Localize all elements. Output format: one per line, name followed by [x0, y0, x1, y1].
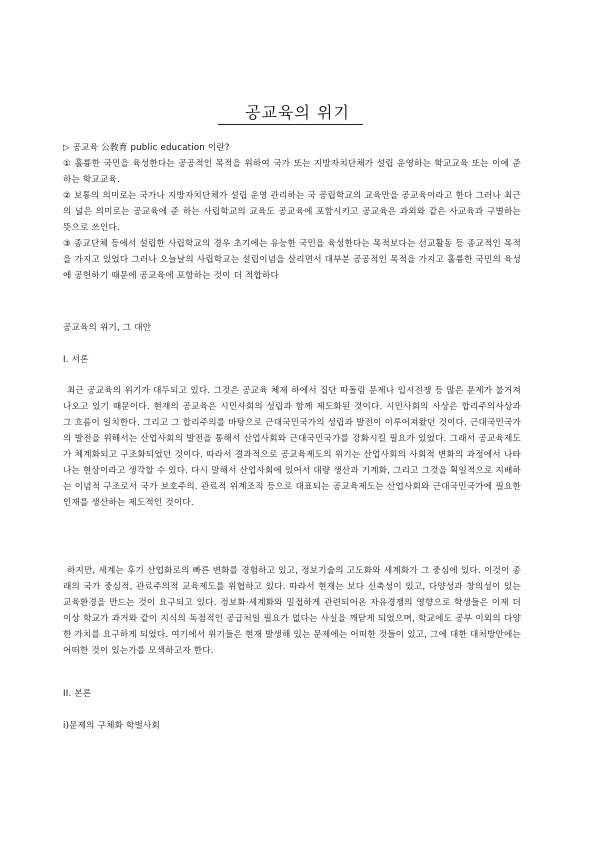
- paragraph-text: 최근 공교육의 위기가 대두되고 있다. 그것은 공교육 체제 하에서 집단 따돌림 문제나 입시전쟁 등 많은 문제가 불거져 나오고 있기 때문이다. 현재의 공교육은 시민사회의 성립과 함께 제도화된 것이다. 시민사회의 사상은 합리주의사상과 그 흐름이 일치한다. 그리고 그 합리주의를 바탕으로 근대국민국가의 성립과 발전이 이루어져왔던 것이다. 근대국민국가의 발전을 위해서는 산업사회의 발전을 통해서 산업사회와 근대국민국가를 강화시킬 필요가 있었다. 그래서 공교육제도가 체계화되고 구조화되었던 것이다. 따라서 결과적으로 공교육제도의 위기는 산업사회의 사회적 변화의 과정에서 나타나는 현상이라고 생각할 수 있다. 다시 말해서 산업사회에 있어서 대량 생산과 기계화, 그리고 그것을 획일적으로 지배하는 이념적 구조로서 국가 보호주의. 관료적 위계조직 등으로 대표되는 공교육제도는 산업사회와 근대국민국가에 필요한 인재를 생산하는 제도적인 것이다.: [63, 386, 521, 508]
- paragraph-text: 하지만, 세계는 후기 산업화로의 빠른 변화를 경험하고 있고, 정보기술의 고도화와 세계화가 그 중심에 있다. 이것이 종래의 국가 중심적, 관료주의적 교육제도를 위협하고 있다. 따라서 현재는 보다 신축성이 있고, 다양성과 창의성이 있는 교육환경을 만드는 것이 요구되고 있다. 정보화·세계화와 밀접하게 관련되어온 자유경쟁의 영향으로 학생들은 이제 더 이상 학교가 과거와 같이 지식의 독점적인 공급처일 필요가 없다는 사실을 깨닫게 되었으며, 학교에도 공부 이외의 다양한 가치를 요구하게 되었다. 여기에서 위기들은 현재 발생해 있는 문제에는 어떠한 것들이 있고, 그에 대한 대처방안에는 어떠한 것이 있는가를 모색하고자 한다.: [63, 566, 521, 656]
- intro-question: ▷ 공교육 公敎育 public education 이란?: [63, 143, 230, 153]
- section-2-subheading: ⅰ)문제의 구체화 학벌사회: [63, 721, 161, 731]
- definition-2: ② 보통의 의미로는 국가나 지방자치단체가 설립 운영 관리하는 국 공립학교의 교육만을 공교육이라고 한다 그러나 최근의 넓은 의미로는 공교육에 준 하는 사립학교의 교육도 공교육에 포함시키고 공교육은 과외와 같은 사교육과 구별하는 뜻으로 쓰인다.: [63, 191, 521, 233]
- definition-3: ③ 종교단체 등에서 설립한 사립학교의 경우 초기에는 유능한 국민을 육성한다는 목적보다는 선교활동 등 종교적인 목적을 가지고 있었다 그러나 오늘날의 사립학교는 설립이념을 살리면서 대부분 공공적인 목적을 가지고 훌륭한 국민의 육성에 공헌하기 때문에 공교육에 포함하는 것이 더 적합하다: [63, 239, 521, 281]
- section-1-paragraph-1: [63, 383, 521, 511]
- section-1-heading: I. 서론: [63, 355, 89, 365]
- intro-block: [63, 140, 521, 284]
- section-1-paragraph-2: [63, 563, 521, 659]
- section-2-heading: II. 본론: [63, 689, 92, 699]
- section-subtitle: 공교육의 위기, 그 대안: [63, 323, 152, 333]
- definition-1: ① 훌륭한 국민을 육성한다는 공공적인 목적을 위하여 국가 또는 지방자치단체가 설립 운영하는 학교교육 또는 이에 준 하는 학교교육.: [63, 159, 521, 185]
- document-title: 공교육의 위기: [245, 103, 350, 122]
- title-underline: [218, 124, 363, 125]
